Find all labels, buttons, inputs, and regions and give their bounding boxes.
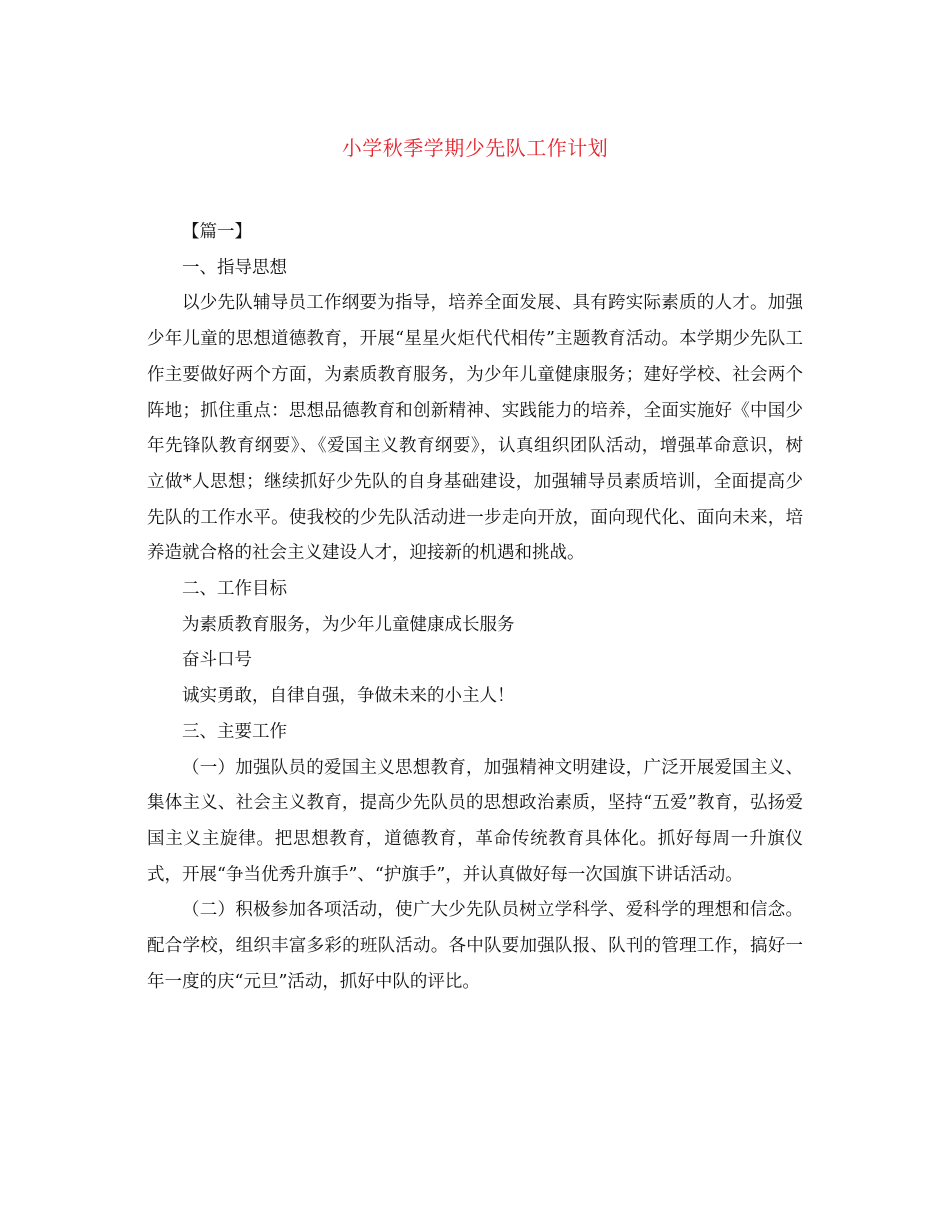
heading-slogan: 奋斗口号 <box>182 650 252 671</box>
heading-work-goals: 二、工作目标 <box>182 579 287 600</box>
section-label: 【篇一】 <box>182 222 252 242</box>
paragraph-main-work-1: （一）加强队员的爱国主义思想教育，加强精神文明建设，广泛开展爱国主义、集体主义、社会主义教育，提高少先队员的思想政治素质，坚持“五爱”教育，弘扬爱国主义主旋律。把思想教育，道德教育，革命传统教育具体化。抓好每周一升旗仪式，开展“争当优秀升旗手”、“护旗手”，并认真做好每一次国旗下讲话活动。 <box>147 757 803 885</box>
heading-guiding-thought: 一、指导思想 <box>182 257 287 278</box>
paragraph-main-work-2: （二）积极参加各项活动，使广大少先队员树立学科学、爱科学的理想和信念。配合学校，组织丰富多彩的班队活动。各中队要加强队报、队刊的管理工作，搞好一年一度的庆“元旦”活动，抓好中队的评比。 <box>147 900 803 992</box>
paragraph-guiding-thought: 以少先队辅导员工作纲要为指导，培养全面发展、具有跨实际素质的人才。加强少年儿童的思想道德教育，开展“星星火炬代代相传”主题教育活动。本学期少先队工作主要做好两个方面，为素质教育服务，为少年儿童健康服务；建好学校、社会两个阵地；抓住重点：思想品德教育和创新精神、实践能力的培养，全面实施好《中国少年先锋队教育纲要》、《爱国主义教育纲要》，认真组织团队活动，增强革命意识，树立做*人思想；继续抓好少先队的自身基础建设，加强辅导员素质培训，全面提高少先队的工作水平。使我校的少先队活动进一步走向开放，面向现代化、面向未来，培养造就合格的社会主义建设人才，迎接新的机遇和挑战。 <box>147 293 803 564</box>
document-title: 小学秋季学期少先队工作计划 <box>341 136 609 160</box>
heading-main-work: 三、主要工作 <box>182 721 287 742</box>
paragraph-work-goals: 为素质教育服务，为少年儿童健康成长服务 <box>182 614 515 635</box>
paragraph-slogan: 诚实勇敢，自律自强，争做未来的小主人！ <box>182 686 515 707</box>
document-body <box>147 215 803 1000</box>
